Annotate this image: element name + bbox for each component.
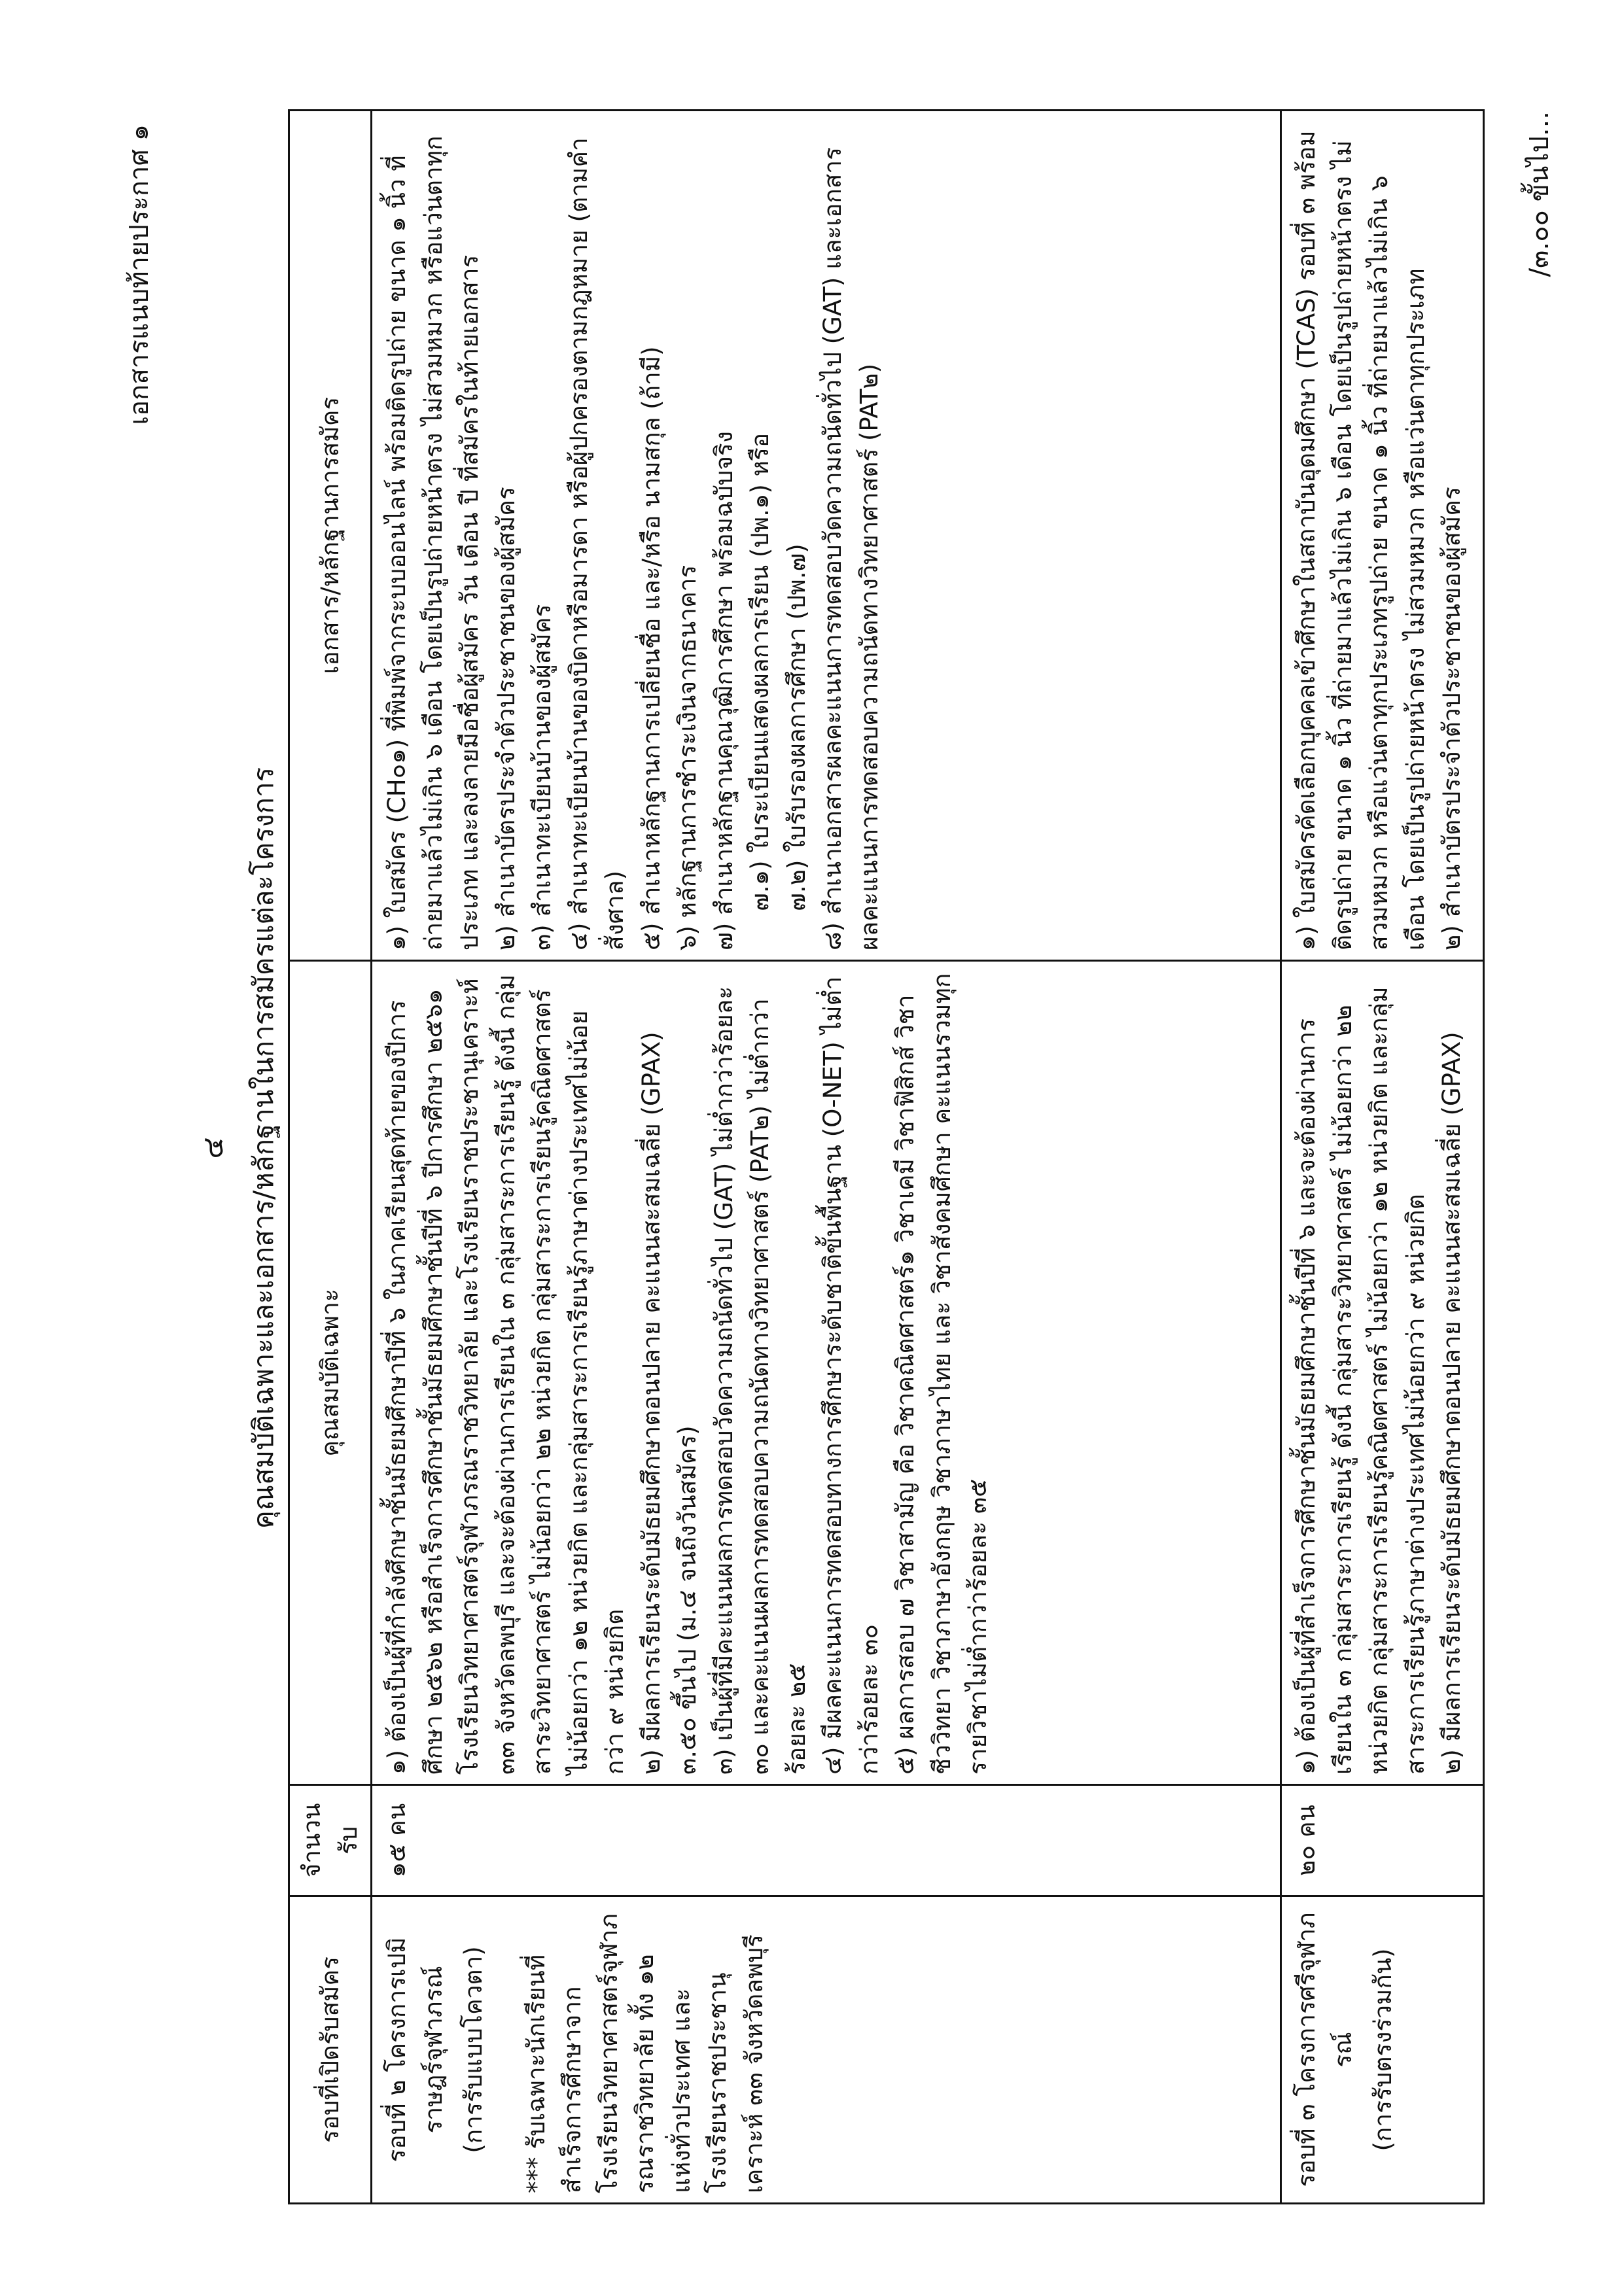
page-number: ๔ — [196, 1137, 230, 1159]
qualification-item: ๓) เป็นผู้ที่มีคะแนนผลการทดสอบวัดความถนัดทั่วไป (GAT) ไม่ต่ำกว่าร้อยละ ๓๐ และคะแนนผลการทดสอบความถนัดทางวิทยาศาสตร์ (PAT๒) ไม่ต่ำกว่าร้อยละ ๒๕ — [709, 986, 811, 1775]
table-row — [372, 111, 1281, 2204]
round-title: รอบที่ ๒ โครงการเปมิราษฎร์จุฬาภรณ์ — [383, 1937, 448, 2163]
header-documents: เอกสาร/หลักฐานการสมัคร — [289, 111, 372, 961]
round-subtitle: (การรับแบบโควตา) — [459, 1946, 487, 2153]
qualification-item: ๕) ผลการสอบ ๗ วิชาสามัญ คือ วิชาคณิตศาสตร์๑ วิชาเคมี วิชาฟิสิกส์ วิชาชีววิทยา วิชาภาษาอังกฤษ วิชาภาษาไทย และ วิชาสังคมศึกษา คะแนนรวมทุกรายวิชาไม่ต่ำกว่าร้อยละ ๓๕ — [891, 973, 992, 1775]
document-item: ๒) สำเนาบัตรประจำตัวประชาชนของผู้สมัคร — [491, 487, 520, 950]
document-item: ๕) สำเนาหลักฐานการเปลี่ยนชื่อ และ/หรือ นามสกุล (ถ้ามี) — [637, 346, 665, 950]
documents-cell — [1281, 111, 1484, 961]
round-cell — [372, 1896, 1281, 2204]
continuation-note: /๓.๐๐ ขั้นไป... — [1525, 111, 1555, 277]
document-item: ๔) สำเนาทะเบียนบ้านของบิดาหรือมารดา หรือผู้ปกครองตามกฎหมาย (ตามคำสั่งศาล) — [564, 137, 629, 950]
qualifications-cell — [372, 961, 1281, 1785]
table-row — [1281, 111, 1484, 2204]
document-item: ๗) สำเนาหลักฐานคุณวุฒิการศึกษา พร้อมฉบับจริง — [709, 431, 738, 950]
round-cell — [1281, 1896, 1484, 2204]
table-header-row — [289, 111, 372, 2204]
round-subtitle: (การรับตรงร่วมกัน) — [1369, 1948, 1397, 2151]
header-round: รอบที่เปิดรับสมัคร — [289, 1896, 372, 2204]
qualifications-cell — [1281, 961, 1484, 1785]
header-note: เอกสารแนบท้ายประกาศ ๑ — [124, 124, 154, 425]
round-note: *** รับเฉพาะนักเรียนที่สำเร็จการศึกษาจากโรงเรียนวิทยาศาสตร์จุฬาภรณราชวิทยาลัย ทั้ง ๑๒ แห่งทั่วประเทศ และโรงเรียนราชประชานุเคราะห์ ๓๓ จังหวัดลพบุรี — [521, 1913, 768, 2193]
qualification-item: ๒) มีผลการเรียนระดับมัธยมศึกษาตอนปลาย คะแนนสะสมเฉลี่ย (GPAX) — [1438, 1032, 1466, 1775]
documents-cell — [372, 111, 1281, 961]
round-title: รอบที่ ๓ โครงการศรีจุฬาภรณ์ — [1292, 1912, 1357, 2187]
document-subitem: ๗.๑) ใบระเบียนแสดงผลการเรียน (ปพ.๑) หรือ — [746, 432, 774, 911]
header-quota: จำนวนรับ — [289, 1785, 372, 1896]
document-item: ๒) สำเนาบัตรประจำตัวประชาชนของผู้สมัคร — [1438, 487, 1466, 950]
document-item: ๘) สำเนาเอกสารผลคะแนนการทดสอบวัดความถนัดทั่วไป (GAT) และเอกสารผลคะแนนการทดสอบความถนัดทางวิทยาศาสตร์ (PAT๒) — [819, 147, 883, 950]
document-item: ๑) ใบสมัครคัดเลือกบุคคลเข้าศึกษาในสถาบันอุดมศึกษา (TCAS) รอบที่ ๓ พร้อมติดรูปถ่าย ขนาด ๑ นิ้ว ที่ถ่ายมาแล้วไม่เกิน ๖ เดือน โดยเป็นรูปถ่ายหน้าตรง ไม่สวมหมวก หรือแว่นตาทุกประเภทรูปถ่าย ขนาด ๑ นิ้ว ที่ถ่ายมาแล้วไม่เกิน ๖ เดือน โดยเป็นรูปถ่ายหน้าตรง ไม่สวมหมวก หรือแว่นตาทุกประเภท — [1292, 130, 1430, 950]
document-item: ๑) ใบสมัคร (CH๐๑) ที่พิมพ์จากระบบออนไลน์ พร้อมติดรูปถ่าย ขนาด ๑ นิ้ว ที่ถ่ายมาแล้วไม่เกิน ๖ เดือน โดยเป็นรูปถ่ายหน้าตรง ไม่สวมหมวก หรือแว่นตาทุกประเภท และลงลายมือชื่อผู้สมัคร วัน เดือน ปี ที่สมัครในท้ายเอกสาร — [383, 135, 484, 950]
criteria-table — [288, 109, 1485, 2204]
document-subitem: ๗.๒) ใบรับรองผลการศึกษา (ปพ.๗) — [782, 544, 811, 911]
header-qualifications: คุณสมบัติเฉพาะ — [289, 961, 372, 1785]
qualification-item: ๒) มีผลการเรียนระดับมัธยมศึกษาตอนปลาย คะแนนสะสมเฉลี่ย (GPAX) ๓.๕๐ ขึ้นไป (ม.๔ จนถึงวันสมัคร) — [637, 1032, 701, 1775]
quota-cell: ๒๐ คน — [1281, 1785, 1484, 1896]
qualification-item: ๔) มีผลคะแนนการทดสอบทางการศึกษาระดับชาติขั้นพื้นฐาน (O-NET) ไม่ต่ำกว่าร้อยละ ๓๐ — [819, 976, 883, 1775]
quota-cell: ๑๕ คน — [372, 1785, 1281, 1896]
table-title: คุณสมบัติเฉพาะและเอกสาร/หลักฐานในการสมัครแต่ละโครงการ — [247, 767, 279, 1529]
qualification-item: ๑) ต้องเป็นผู้ที่กำลังศึกษาชั้นมัธยมศึกษาปีที่ ๖ ในภาคเรียนสุดท้ายของปีการศึกษา ๒๕๖๒ หรือสำเร็จการศึกษาชั้นมัธยมศึกษาชั้นปีที่ ๖ ปีการศึกษา ๒๕๖๑ โรงเรียนวิทยาศาสตร์จุฬาภรณราชวิทยาลัย และโรงเรียนราชประชานุเคราะห์ ๓๓ จังหวัดลพบุรี และจะต้องผ่านการเรียนใน ๓ กลุ่มสาระการเรียนรู้ ดังนี้ กลุ่มสาระวิทยาศาสตร์ ไม่น้อยกว่า ๒๒ หน่วยกิต กลุ่มสาระการเรียนรู้คณิตศาสตร์ ไม่น้อยกว่า ๑๒ หน่วยกิต และกลุ่มสาระการเรียนรู้ภาษาต่างประเทศไม่น้อยกว่า ๙ หน่วยกิต — [383, 974, 629, 1775]
qualification-item: ๑) ต้องเป็นผู้ที่สำเร็จการศึกษาชั้นมัธยมศึกษาชั้นปีที่ ๖ และจะต้องผ่านการเรียนใน ๓ กลุ่มสาระการเรียนรู้ ดังนี้ กลุ่มสาระวิทยาศาสตร์ ไม่น้อยกว่า ๒๒ หน่วยกิต กลุ่มสาระการเรียนรู้คณิตศาสตร์ ไม่น้อยกว่า ๑๒ หน่วยกิต และกลุ่มสาระการเรียนรู้ภาษาต่างประเทศไม่น้อยกว่า ๙ หน่วยกิต — [1292, 986, 1430, 1775]
document-item: ๓) สำเนาทะเบียนบ้านของผู้สมัคร — [528, 604, 556, 950]
document-item: ๖) หลักฐานการชำระเงินจากธนาคาร — [673, 565, 701, 950]
